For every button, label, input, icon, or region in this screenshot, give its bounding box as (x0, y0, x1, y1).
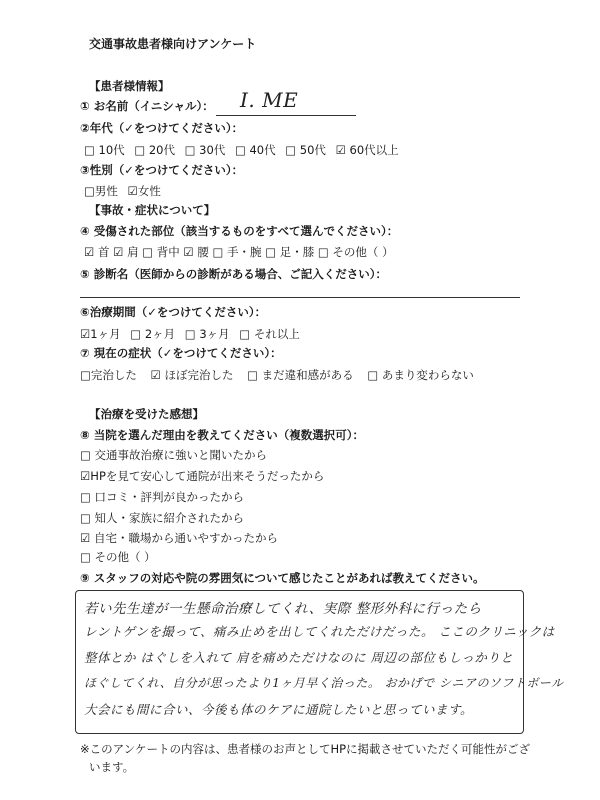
q7-option[interactable]: ☑ ほぼ完治した (150, 368, 234, 382)
section-accident: 【事故・症状について】 (89, 203, 216, 217)
q9-answer-line: 大会にも間に合い、今後も体のケアに通院したいと思っています。 (84, 702, 474, 717)
q7-option[interactable]: □完治した (80, 368, 137, 382)
q2-option[interactable]: □ 50代 (285, 143, 326, 157)
q8-option[interactable]: □ 知人・家族に紹介されたから (80, 511, 245, 525)
q9-answer-line: ほぐしてくれ、自分が思ったより1ヶ月早く治った。 おかげで シニアのソフトボール (84, 676, 564, 690)
survey-title: 交通事故患者様向けアンケート (89, 37, 257, 51)
q2-option[interactable]: □ 40代 (234, 143, 276, 157)
q2-age-label: ②年代（✓をつけてください）： (80, 121, 244, 135)
section-patient-info: 【患者様情報】 (89, 79, 170, 93)
q3-gender-options (84, 183, 161, 199)
q2-option[interactable]: □ 20代 (134, 143, 175, 157)
q1-answer-underline (216, 115, 356, 116)
q8-option[interactable]: ☑ 自宅・職場から通いやすかったから (80, 531, 278, 545)
q1-name-answer[interactable]: I. ME (240, 88, 299, 112)
section-impression: 【治療を受けた感想】 (89, 407, 204, 421)
q2-option[interactable]: ☑ 60代以上 (335, 143, 399, 157)
q3-option-female[interactable]: ☑女性 (127, 184, 161, 198)
q2-option[interactable]: □ 10代 (84, 143, 125, 157)
q4-injury-label: ④ 受傷された部位（該当するものをすべて選んでください）： (80, 224, 399, 238)
footer-note-cont: います。 (89, 760, 135, 774)
q6-option[interactable]: □ それ以上 (239, 327, 300, 341)
q8-reason-label: ⑧ 当院を選んだ理由を教えてください（複数選択可）： (80, 428, 364, 442)
q7-option[interactable]: □ まだ違和感がある (247, 368, 354, 382)
q9-feedback-label: ⑨ スタッフの対応や院の雰囲気について感じたことがあれば教えてください。 (80, 571, 485, 585)
q9-answer-line: レントゲンを撮って、痛み止めを出してくれただけだった。 ここのクリニックは (84, 624, 555, 639)
q2-age-options (84, 142, 399, 158)
q4-injury-options[interactable]: ☑ 首 ☑ 肩 □ 背中 ☑ 腰 □ 手・腕 □ 足・膝 □ その他（ ） (84, 245, 394, 259)
q6-option[interactable]: ☑1ヶ月 (80, 327, 121, 341)
q8-option[interactable]: □ 口コミ・評判が良かったから (80, 490, 245, 504)
q6-option[interactable]: □ 2ヶ月 (130, 327, 176, 341)
q7-symptom-options (80, 367, 474, 383)
q1-name-label: ① お名前（イニシャル）： (80, 99, 214, 113)
q6-period-label: ⑥治療期間（✓をつけてください）： (80, 305, 267, 319)
q9-answer-line: 若い先生達が一生懸命治療してくれ、実際 整形外科に行ったら (84, 601, 482, 617)
q3-gender-label: ③性別（✓をつけてください）： (80, 163, 244, 177)
q8-option[interactable]: ☑HPを見て安心して通院が出来そうだったから (80, 469, 325, 483)
q9-answer-line: 整体とか はぐしを入れて 肩を痛めただけなのに 周辺の部位もしっかりと (84, 650, 514, 665)
q7-symptom-label: ⑦ 現在の症状（✓をつけてください）： (80, 346, 282, 360)
q3-option-male[interactable]: □男性 (84, 184, 118, 198)
q7-option[interactable]: □ あまり変わらない (367, 368, 474, 382)
q8-option-other[interactable]: □ その他（ ） (80, 550, 156, 564)
q6-option[interactable]: □ 3ヶ月 (184, 327, 230, 341)
footer-note: ※このアンケートの内容は、患者様のお声としてHPに掲載させていただく可能性がござ (80, 742, 531, 756)
q6-period-options (80, 326, 300, 342)
q2-option[interactable]: □ 30代 (184, 143, 226, 157)
q8-option[interactable]: □ 交通事故治療に強いと聞いたから (80, 448, 268, 462)
q5-answer-line (80, 297, 520, 298)
q5-diagnosis-label: ⑤ 診断名（医師からの診断がある場合、ご記入ください）： (80, 267, 387, 281)
